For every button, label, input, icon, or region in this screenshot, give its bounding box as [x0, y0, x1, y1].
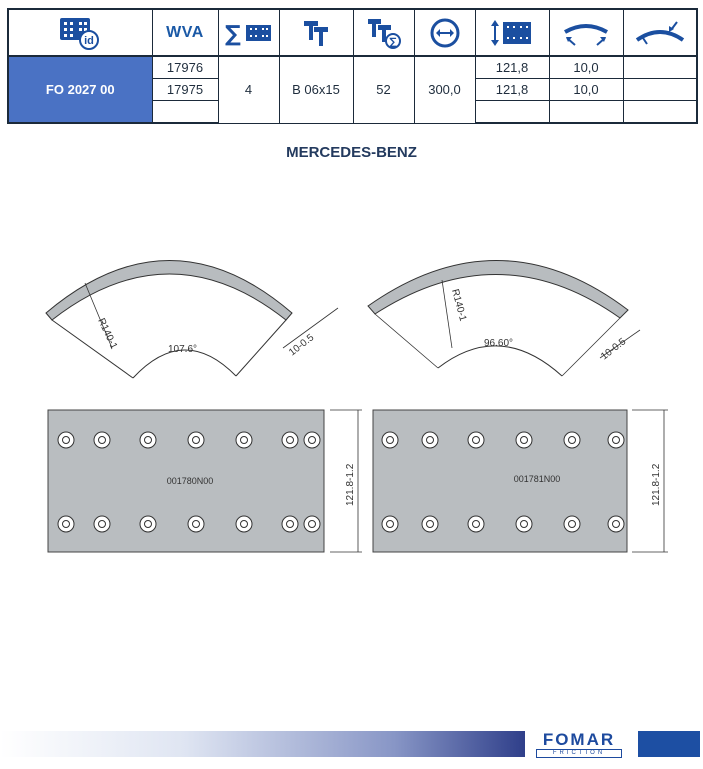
wva-cell: 17976: [152, 56, 218, 79]
other-cell: [623, 56, 697, 79]
id-card-icon: [8, 9, 152, 56]
rivet-hole-inner: [473, 437, 480, 444]
product-ref: FO 2027 00: [8, 56, 152, 123]
pieces-cell: 4: [218, 56, 279, 123]
right-height-label: 121.8-1.2: [651, 463, 662, 506]
rivet-hole-inner: [193, 437, 200, 444]
logo-text: FOMAR: [542, 730, 616, 749]
rivet-icon: [279, 9, 353, 56]
logo-subtext: FRICTION: [536, 749, 622, 758]
rivet-cell: B 06x15: [279, 56, 353, 123]
rivet-hole-inner: [613, 521, 620, 528]
rivet-hole-inner: [99, 521, 106, 528]
spec-table: [7, 8, 698, 124]
length-arrow-icon: [414, 9, 475, 56]
sum-pieces-icon: [218, 9, 279, 56]
rivet-hole-inner: [309, 437, 316, 444]
rivet-hole-inner: [569, 437, 576, 444]
left-lining-drawing: [48, 410, 362, 552]
rivet-hole-inner: [63, 521, 70, 528]
rivet-hole-inner: [309, 521, 316, 528]
width-icon: [475, 9, 549, 56]
rivet-hole-inner: [145, 437, 152, 444]
width-cell: 121,8: [475, 79, 549, 101]
rivet-hole-inner: [473, 521, 480, 528]
rivet-hole-inner: [521, 437, 528, 444]
thickness-cell: 10,0: [549, 56, 623, 79]
rivet-hole-inner: [613, 437, 620, 444]
rivet-hole-inner: [569, 521, 576, 528]
other-cell: [623, 79, 697, 101]
rivet-hole-inner: [193, 521, 200, 528]
curvature-in-icon: [549, 9, 623, 56]
logo-square: [638, 731, 700, 757]
svg-text:id: id: [84, 34, 95, 47]
right-angle-label: 96.60°: [484, 338, 514, 349]
svg-text:∑: ∑: [388, 36, 397, 48]
thickness-cell: 10,0: [549, 79, 623, 101]
wva-cell: [152, 101, 218, 124]
rivet-hole-inner: [241, 437, 248, 444]
footer-gradient-bar: [0, 731, 525, 757]
brand-title: MERCEDES-BENZ: [286, 144, 417, 161]
width-cell: [475, 101, 549, 124]
right-lining-drawing: [373, 410, 668, 552]
width-cell: 121,8: [475, 56, 549, 79]
svg-text:∑: ∑: [224, 21, 241, 47]
left-angle-label: 107.6°: [168, 344, 198, 355]
rivet-hole-inner: [145, 521, 152, 528]
rivet-hole-inner: [521, 521, 528, 528]
left-part-number: 001780N00: [166, 476, 214, 486]
curvature-out-icon: [623, 9, 697, 56]
rivet-hole-inner: [63, 437, 70, 444]
left-height-label: 121.8-1.2: [345, 463, 356, 506]
rivet-sum-icon: [353, 9, 414, 56]
rivet-hole-inner: [241, 521, 248, 528]
rivet-hole-inner: [287, 521, 294, 528]
rivet-count-cell: 52: [353, 56, 414, 123]
right-profile-drawing: [368, 260, 640, 376]
technical-drawing: [0, 228, 703, 573]
rivet-hole-inner: [287, 437, 294, 444]
rivet-hole-inner: [427, 521, 434, 528]
rivet-hole-inner: [387, 437, 394, 444]
right-thickness-label: 10-0.5: [599, 336, 629, 363]
left-thickness-label: 10-0.5: [287, 332, 317, 359]
left-profile-drawing: [46, 261, 338, 379]
rivet-hole-inner: [387, 521, 394, 528]
rivet-hole-inner: [427, 437, 434, 444]
fomar-logo: [528, 731, 630, 757]
thickness-cell: [549, 101, 623, 124]
length-cell: 300,0: [414, 56, 475, 123]
wva-header: WVA: [152, 9, 218, 56]
header-row: [8, 9, 697, 56]
left-radius-label: R140-1: [95, 316, 120, 352]
wva-cell: 17975: [152, 79, 218, 101]
rivet-hole-inner: [99, 437, 106, 444]
table-row: [8, 56, 697, 79]
right-radius-label: R140-1: [449, 287, 469, 323]
right-part-number: 001781N00: [513, 474, 561, 484]
other-cell: [623, 101, 697, 124]
